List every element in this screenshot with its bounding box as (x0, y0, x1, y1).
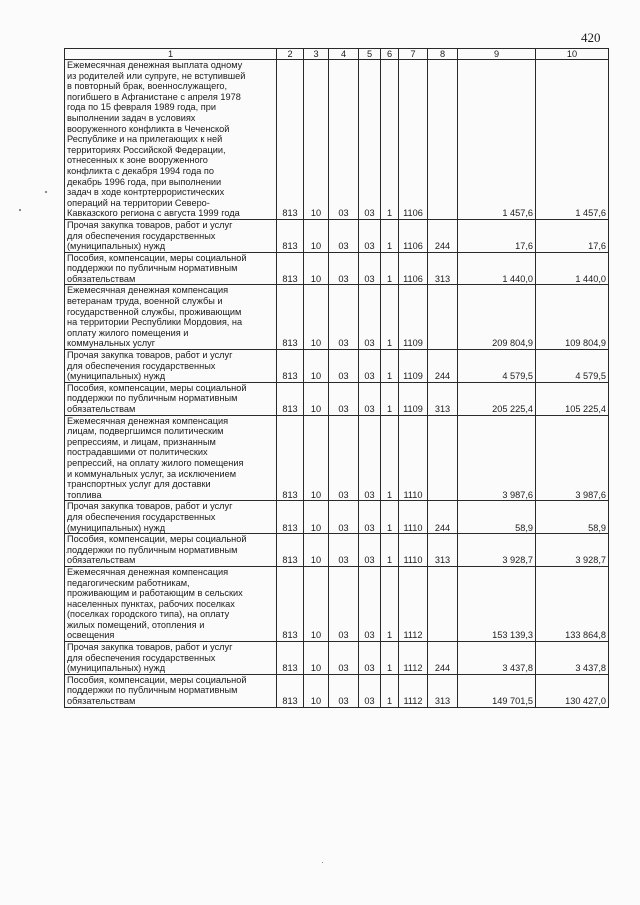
expense-type-code: 244 (428, 350, 458, 383)
section-code: 10 (304, 534, 329, 567)
item-code: 1106 (399, 252, 428, 285)
item-code: 1110 (399, 534, 428, 567)
subprogram-code: 1 (381, 566, 399, 641)
column-header: 2 (277, 49, 304, 60)
amount-col9: 17,6 (458, 219, 536, 252)
section-code: 10 (304, 285, 329, 350)
ministry-code: 813 (277, 566, 304, 641)
amount-col10: 133 864,8 (536, 566, 609, 641)
table-row (65, 60, 609, 220)
section-code: 10 (304, 252, 329, 285)
table-row (65, 219, 609, 252)
program-code: 03 (359, 501, 381, 534)
row-description: Ежемесячная денежная компенсация лицам, подвергшимся политическим репрессиям, и лицам, признанным пострадавшими от политических репрессий, на оплату жилого помещения и коммунальных услуг, за исключением транспортных услуг для доставки топлива (65, 415, 277, 501)
ministry-code: 813 (277, 534, 304, 567)
ministry-code: 813 (277, 674, 304, 707)
column-header: 1 (65, 49, 277, 60)
amount-col9: 205 225,4 (458, 382, 536, 415)
subsection-code: 03 (329, 350, 359, 383)
row-description: Прочая закупка товаров, работ и услуг для обеспечения государственных (муниципальных) нужд (65, 219, 277, 252)
table-row (65, 350, 609, 383)
program-code: 03 (359, 534, 381, 567)
scan-speck (322, 862, 323, 863)
subprogram-code: 1 (381, 252, 399, 285)
item-code: 1109 (399, 350, 428, 383)
amount-col9: 1 457,6 (458, 60, 536, 220)
subprogram-code: 1 (381, 674, 399, 707)
program-code: 03 (359, 382, 381, 415)
subsection-code: 03 (329, 60, 359, 220)
item-code: 1106 (399, 60, 428, 220)
expense-type-code (428, 285, 458, 350)
subprogram-code: 1 (381, 501, 399, 534)
column-header: 7 (399, 49, 428, 60)
item-code: 1109 (399, 382, 428, 415)
section-code: 10 (304, 415, 329, 501)
program-code: 03 (359, 219, 381, 252)
row-description: Ежемесячная денежная компенсация ветеранам труда, военной службы и государственной службы, проживающим на территории Республики Мордовия, на оплату жилого помещения и коммунальных услуг (65, 285, 277, 350)
scan-speck (45, 191, 47, 193)
column-header: 6 (381, 49, 399, 60)
section-code: 10 (304, 566, 329, 641)
amount-col9: 3 987,6 (458, 415, 536, 501)
row-description: Пособия, компенсации, меры социальной поддержки по публичным нормативным обязательствам (65, 252, 277, 285)
program-code: 03 (359, 674, 381, 707)
subsection-code: 03 (329, 674, 359, 707)
subprogram-code: 1 (381, 285, 399, 350)
subprogram-code: 1 (381, 382, 399, 415)
program-code: 03 (359, 642, 381, 675)
section-code: 10 (304, 642, 329, 675)
column-header: 8 (428, 49, 458, 60)
header-row (65, 49, 609, 60)
row-description: Ежемесячная денежная выплата одному из родителей или супруге, не вступившей в повторный брак, военнослужащего, погибшего в Афганистане с апреля 1978 года по 15 февраля 1989 года, при выполнении задач в условиях вооруженного конфликта в Чеченской Республике и на прилегающих к ней территориях Российской Федерации, отнесенных к зоне вооруженного конфликта с декабря 1994 года по декабрь 1996 года, при выполнении задач в ходе контртеррористических операций на территории Северо- Кавказского региона с августа 1999 года (65, 60, 277, 220)
item-code: 1112 (399, 642, 428, 675)
program-code: 03 (359, 285, 381, 350)
section-code: 10 (304, 674, 329, 707)
table-row (65, 642, 609, 675)
amount-col10: 130 427,0 (536, 674, 609, 707)
ministry-code: 813 (277, 219, 304, 252)
row-description: Прочая закупка товаров, работ и услуг для обеспечения государственных (муниципальных) нужд (65, 642, 277, 675)
expense-type-code: 313 (428, 252, 458, 285)
subsection-code: 03 (329, 642, 359, 675)
table-row (65, 382, 609, 415)
column-header: 3 (304, 49, 329, 60)
table-row (65, 501, 609, 534)
amount-col10: 109 804,9 (536, 285, 609, 350)
item-code: 1112 (399, 566, 428, 641)
amount-col9: 209 804,9 (458, 285, 536, 350)
ministry-code: 813 (277, 252, 304, 285)
subprogram-code: 1 (381, 219, 399, 252)
row-description: Пособия, компенсации, меры социальной поддержки по публичным нормативным обязательствам (65, 534, 277, 567)
table-row (65, 285, 609, 350)
amount-col10: 17,6 (536, 219, 609, 252)
section-code: 10 (304, 501, 329, 534)
amount-col10: 3 987,6 (536, 415, 609, 501)
item-code: 1110 (399, 501, 428, 534)
item-code: 1110 (399, 415, 428, 501)
amount-col10: 3 928,7 (536, 534, 609, 567)
section-code: 10 (304, 219, 329, 252)
ministry-code: 813 (277, 285, 304, 350)
expense-type-code: 313 (428, 534, 458, 567)
subprogram-code: 1 (381, 350, 399, 383)
subsection-code: 03 (329, 415, 359, 501)
section-code: 10 (304, 60, 329, 220)
amount-col10: 1 440,0 (536, 252, 609, 285)
expense-type-code: 244 (428, 219, 458, 252)
amount-col10: 1 457,6 (536, 60, 609, 220)
scan-speck (66, 552, 67, 553)
subsection-code: 03 (329, 219, 359, 252)
expense-type-code: 313 (428, 382, 458, 415)
program-code: 03 (359, 252, 381, 285)
amount-col9: 149 701,5 (458, 674, 536, 707)
amount-col10: 105 225,4 (536, 382, 609, 415)
table-row (65, 534, 609, 567)
ministry-code: 813 (277, 415, 304, 501)
program-code: 03 (359, 415, 381, 501)
table-row (65, 674, 609, 707)
ministry-code: 813 (277, 642, 304, 675)
subsection-code: 03 (329, 534, 359, 567)
expense-type-code (428, 60, 458, 220)
row-description: Ежемесячная денежная компенсация педагогическим работникам, проживающим и работающим в сельских населенных пунктах, рабочих поселках (поселках городского типа), на оплату жилых помещений, отопления и освещения (65, 566, 277, 641)
ministry-code: 813 (277, 501, 304, 534)
ministry-code: 813 (277, 350, 304, 383)
amount-col10: 3 437,8 (536, 642, 609, 675)
subsection-code: 03 (329, 382, 359, 415)
column-header: 5 (359, 49, 381, 60)
table-row (65, 415, 609, 501)
budget-table (64, 48, 609, 708)
subsection-code: 03 (329, 501, 359, 534)
table-row (65, 252, 609, 285)
row-description: Прочая закупка товаров, работ и услуг для обеспечения государственных (муниципальных) нужд (65, 501, 277, 534)
amount-col9: 3 928,7 (458, 534, 536, 567)
program-code: 03 (359, 566, 381, 641)
program-code: 03 (359, 350, 381, 383)
section-code: 10 (304, 382, 329, 415)
section-code: 10 (304, 350, 329, 383)
ministry-code: 813 (277, 382, 304, 415)
subsection-code: 03 (329, 566, 359, 641)
expense-type-code (428, 415, 458, 501)
subsection-code: 03 (329, 252, 359, 285)
amount-col9: 58,9 (458, 501, 536, 534)
expense-type-code (428, 566, 458, 641)
expense-type-code: 313 (428, 674, 458, 707)
row-description: Прочая закупка товаров, работ и услуг для обеспечения государственных (муниципальных) нужд (65, 350, 277, 383)
column-header: 10 (536, 49, 609, 60)
item-code: 1109 (399, 285, 428, 350)
program-code: 03 (359, 60, 381, 220)
row-description: Пособия, компенсации, меры социальной поддержки по публичным нормативным обязательствам (65, 382, 277, 415)
amount-col10: 4 579,5 (536, 350, 609, 383)
amount-col9: 3 437,8 (458, 642, 536, 675)
scan-speck (19, 209, 21, 211)
expense-type-code: 244 (428, 501, 458, 534)
subprogram-code: 1 (381, 642, 399, 675)
subprogram-code: 1 (381, 534, 399, 567)
subsection-code: 03 (329, 285, 359, 350)
column-header: 9 (458, 49, 536, 60)
table-row (65, 566, 609, 641)
subprogram-code: 1 (381, 60, 399, 220)
column-header: 4 (329, 49, 359, 60)
amount-col10: 58,9 (536, 501, 609, 534)
amount-col9: 153 139,3 (458, 566, 536, 641)
amount-col9: 1 440,0 (458, 252, 536, 285)
row-description: Пособия, компенсации, меры социальной поддержки по публичным нормативным обязательствам (65, 674, 277, 707)
item-code: 1106 (399, 219, 428, 252)
page-number: 420 (581, 30, 601, 45)
amount-col9: 4 579,5 (458, 350, 536, 383)
subprogram-code: 1 (381, 415, 399, 501)
table-body (65, 60, 609, 708)
item-code: 1112 (399, 674, 428, 707)
ministry-code: 813 (277, 60, 304, 220)
expense-type-code: 244 (428, 642, 458, 675)
